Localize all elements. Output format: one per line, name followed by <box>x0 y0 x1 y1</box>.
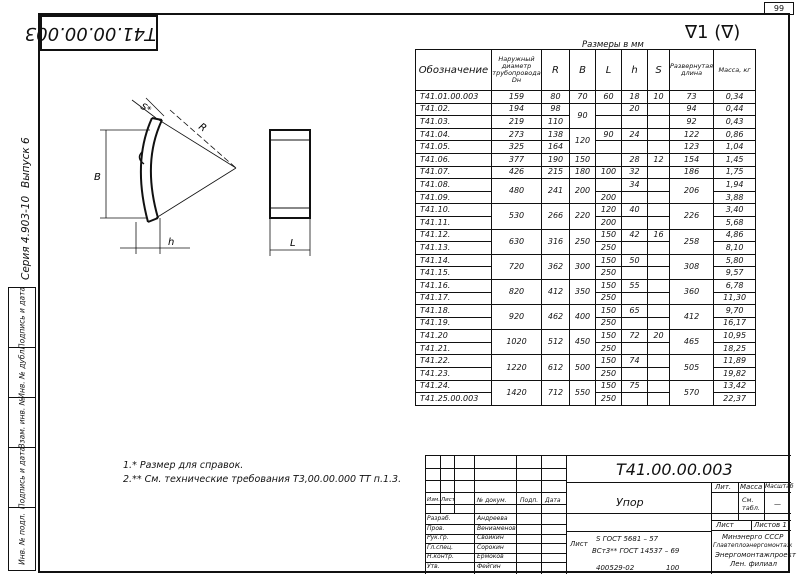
cell-l: 250 <box>596 368 622 381</box>
issue-label: Выпуск 6 <box>20 137 32 188</box>
cell-s <box>648 216 670 229</box>
cell-b: 400 <box>570 305 596 330</box>
cell-h: 50 <box>622 254 648 267</box>
cell-b: 350 <box>570 279 596 304</box>
cell-r: 110 <box>542 116 570 129</box>
table-row <box>416 254 756 267</box>
col-outer-diameter: Наружный диаметр трубопровода Dн <box>492 50 542 91</box>
cell-l: 90 <box>596 128 622 141</box>
col-designation: Обозначение <box>416 50 492 91</box>
cell-b: 250 <box>570 229 596 254</box>
cell-m: 10,95 <box>714 330 756 343</box>
cell-l: 150 <box>596 229 622 242</box>
cell-m: 0,34 <box>714 91 756 104</box>
col-l: L <box>596 50 622 91</box>
cell-d: Т41.03. <box>416 116 492 129</box>
cell-dn: 920 <box>492 305 542 330</box>
table-row <box>416 153 756 166</box>
hdr-izm: Изм. <box>427 497 440 503</box>
notes <box>123 459 401 487</box>
cell-r: 164 <box>542 141 570 154</box>
cell-h: 18 <box>622 91 648 104</box>
part-drawing <box>80 90 320 270</box>
cell-s: 16 <box>648 229 670 242</box>
cell-s <box>648 254 670 267</box>
cell-d: Т41.16. <box>416 279 492 292</box>
cell-dev: 123 <box>670 141 714 154</box>
cell-l: 200 <box>596 191 622 204</box>
cell-l: 150 <box>596 380 622 393</box>
col-developed-length: Развернутая длина <box>670 50 714 91</box>
role-label: Пров. <box>427 524 445 532</box>
note-1: 1.* Размер для справок. <box>123 460 244 471</box>
cell-d: Т41.01.00.003 <box>416 91 492 104</box>
cell-l <box>596 179 622 192</box>
cell-l: 250 <box>596 267 622 280</box>
cell-d: Т41.22. <box>416 355 492 368</box>
cell-dev: 505 <box>670 355 714 380</box>
cell-l: 150 <box>596 305 622 318</box>
col-mass: Масса, кг <box>714 50 756 91</box>
cell-h <box>622 342 648 355</box>
cell-s <box>648 305 670 318</box>
cell-m: 13,42 <box>714 380 756 393</box>
cell-h <box>622 242 648 255</box>
doc-code-stamp: Т41.00.00.003 <box>40 15 158 51</box>
role-label: Утв. <box>427 563 440 570</box>
table-row <box>416 305 756 318</box>
cell-dn: 720 <box>492 254 542 279</box>
cell-m: 11,30 <box>714 292 756 305</box>
cell-r: 712 <box>542 380 570 405</box>
cell-d: Т41.15. <box>416 267 492 280</box>
org-line2: Главтеплоэнергомонтаж <box>713 542 793 549</box>
col-s: S <box>648 50 670 91</box>
cell-h <box>622 141 648 154</box>
cell-m: 0,86 <box>714 128 756 141</box>
surface-roughness-mark: ∇1 (∇) <box>685 22 741 43</box>
sidebar-field: Взам. инв. № <box>8 397 36 447</box>
cell-dev: 226 <box>670 204 714 229</box>
cell-b: 550 <box>570 380 596 405</box>
title-name: Упор <box>616 496 644 509</box>
cell-dn: 530 <box>492 204 542 229</box>
cell-dn: 194 <box>492 103 542 116</box>
table-row <box>416 91 756 104</box>
cell-m: 3,88 <box>714 191 756 204</box>
table-row <box>416 204 756 217</box>
cell-r: 98 <box>542 103 570 116</box>
cell-d: Т41.04. <box>416 128 492 141</box>
cell-d: Т41.08. <box>416 179 492 192</box>
dim-r-label: R <box>196 121 209 135</box>
cell-h <box>622 191 648 204</box>
col-r: R <box>542 50 570 91</box>
scale-label: Масштаб <box>765 483 794 490</box>
cell-m: 6,78 <box>714 279 756 292</box>
cell-d: Т41.20 <box>416 330 492 343</box>
cell-l <box>596 103 622 116</box>
cell-s <box>648 191 670 204</box>
series-label: Серия 4.903-10 <box>20 195 32 280</box>
table-row <box>416 279 756 292</box>
cell-m: 1,75 <box>714 166 756 179</box>
cell-b: 300 <box>570 254 596 279</box>
sidebar-field: Подпись и дата <box>8 287 36 347</box>
cell-m: 5,80 <box>714 254 756 267</box>
person-name: Фейгин <box>477 563 501 570</box>
cell-l: 250 <box>596 242 622 255</box>
cell-m: 1,45 <box>714 153 756 166</box>
cell-dn: 480 <box>492 179 542 204</box>
cell-l: 100 <box>596 166 622 179</box>
role-label: Разраб. <box>427 515 451 522</box>
cell-dn: 219 <box>492 116 542 129</box>
person-name: Ермоков <box>477 553 504 561</box>
cell-s <box>648 128 670 141</box>
cell-r: 612 <box>542 355 570 380</box>
bottom-code: 400529-02 <box>596 564 635 572</box>
cell-s <box>648 279 670 292</box>
cell-r: 412 <box>542 279 570 304</box>
hdr-list: Лист <box>441 497 455 503</box>
dim-l-label: L <box>290 238 296 249</box>
table-row <box>416 166 756 179</box>
cell-r: 80 <box>542 91 570 104</box>
cell-r: 138 <box>542 128 570 141</box>
bottom-num: 100 <box>666 564 680 572</box>
cell-s <box>648 204 670 217</box>
cell-dn: 1420 <box>492 380 542 405</box>
hdr-doc: № докум. <box>477 497 507 504</box>
cell-d: Т41.19. <box>416 317 492 330</box>
cell-l: 250 <box>596 292 622 305</box>
cell-s <box>648 116 670 129</box>
cell-r: 190 <box>542 153 570 166</box>
cell-h: 34 <box>622 179 648 192</box>
note-2: 2.** См. технические требования Т3,00.00.000 ТТ п.1.3. <box>123 474 402 485</box>
cell-m: 1,94 <box>714 179 756 192</box>
cell-m: 22,37 <box>714 393 756 406</box>
cell-h: 28 <box>622 153 648 166</box>
role-label: Рук.гр. <box>427 534 449 542</box>
cell-h: 20 <box>622 103 648 116</box>
hdr-date: Дата <box>545 497 561 504</box>
table-row <box>416 128 756 141</box>
cell-h: 65 <box>622 305 648 318</box>
spec-table <box>415 49 756 406</box>
cell-b: 200 <box>570 179 596 204</box>
cell-d: Т41.17. <box>416 292 492 305</box>
cell-m: 3,40 <box>714 204 756 217</box>
cell-h: 40 <box>622 204 648 217</box>
cell-m: 8,10 <box>714 242 756 255</box>
cell-s <box>648 166 670 179</box>
hdr-sign: Подп. <box>520 497 539 504</box>
cell-m: 18,25 <box>714 342 756 355</box>
cell-dev: 206 <box>670 179 714 204</box>
cell-d: Т41.10. <box>416 204 492 217</box>
cell-h <box>622 393 648 406</box>
cell-m: 9,57 <box>714 267 756 280</box>
cell-s <box>648 103 670 116</box>
table-row <box>416 355 756 368</box>
cell-m: 4,86 <box>714 229 756 242</box>
cell-dev: 92 <box>670 116 714 129</box>
cell-h <box>622 368 648 381</box>
cell-dev: 308 <box>670 254 714 279</box>
cell-dn: 630 <box>492 229 542 254</box>
cell-m: 0,44 <box>714 103 756 116</box>
cell-h: 75 <box>622 380 648 393</box>
cell-h: 32 <box>622 166 648 179</box>
cell-dn: 159 <box>492 91 542 104</box>
cell-dn: 820 <box>492 279 542 304</box>
cell-l <box>596 116 622 129</box>
cell-dev: 154 <box>670 153 714 166</box>
material-prefix: Лист <box>570 540 588 548</box>
material-line1: S ГОСТ 5681 – 57 <box>596 535 659 543</box>
cell-dn: 1220 <box>492 355 542 380</box>
cell-d: Т41.05. <box>416 141 492 154</box>
cell-s <box>648 342 670 355</box>
cell-h <box>622 292 648 305</box>
cell-l: 120 <box>596 204 622 217</box>
cell-r: 362 <box>542 254 570 279</box>
cell-r: 241 <box>542 179 570 204</box>
cell-r: 316 <box>542 229 570 254</box>
cell-m: 19,82 <box>714 368 756 381</box>
cell-dev: 570 <box>670 380 714 405</box>
cell-d: Т41.12. <box>416 229 492 242</box>
cell-s <box>648 141 670 154</box>
cell-h: 42 <box>622 229 648 242</box>
cell-h: 74 <box>622 355 648 368</box>
cell-s: 20 <box>648 330 670 343</box>
cell-m: 0,43 <box>714 116 756 129</box>
cell-s <box>648 292 670 305</box>
table-row <box>416 103 756 116</box>
cell-l <box>596 153 622 166</box>
cell-d: Т41.09. <box>416 191 492 204</box>
cell-l: 150 <box>596 330 622 343</box>
cell-l: 250 <box>596 342 622 355</box>
cell-s <box>648 317 670 330</box>
lit-label: Лит. <box>715 483 732 491</box>
role-label: Гл.спец. <box>427 543 453 551</box>
cell-s <box>648 242 670 255</box>
cell-dn: 1020 <box>492 330 542 355</box>
cell-b: 150 <box>570 153 596 166</box>
table-row <box>416 229 756 242</box>
mass-label: Масса <box>740 483 763 491</box>
cell-s <box>648 380 670 393</box>
cell-dev: 94 <box>670 103 714 116</box>
table-row <box>416 380 756 393</box>
cell-l <box>596 141 622 154</box>
cell-r: 215 <box>542 166 570 179</box>
person-name: Сорокин <box>477 543 504 551</box>
cell-b: 450 <box>570 330 596 355</box>
cell-dev: 412 <box>670 305 714 330</box>
col-h: h <box>622 50 648 91</box>
cell-l: 60 <box>596 91 622 104</box>
scale-value: — <box>774 500 781 508</box>
sidebar-field: Подпись и дата <box>8 447 36 507</box>
cell-h <box>622 317 648 330</box>
cell-d: Т41.25.00.003 <box>416 393 492 406</box>
dim-s-label: S* <box>138 101 153 116</box>
cell-h: 24 <box>622 128 648 141</box>
cell-dev: 186 <box>670 166 714 179</box>
cell-dev: 73 <box>670 91 714 104</box>
cell-dn: 426 <box>492 166 542 179</box>
cell-s <box>648 393 670 406</box>
cell-l: 250 <box>596 317 622 330</box>
table-row <box>416 330 756 343</box>
cell-h: 55 <box>622 279 648 292</box>
cell-r: 512 <box>542 330 570 355</box>
org-line3: Энергомонтажпроект <box>715 551 796 559</box>
cell-d: Т41.21. <box>416 342 492 355</box>
cell-h <box>622 267 648 280</box>
cell-m: 5,68 <box>714 216 756 229</box>
title-code: Т41.00.00.003 <box>616 460 733 479</box>
cell-d: Т41.13. <box>416 242 492 255</box>
role-label: Н.контр. <box>427 553 454 561</box>
cell-s: 12 <box>648 153 670 166</box>
cell-d: Т41.14. <box>416 254 492 267</box>
cell-s <box>648 368 670 381</box>
person-name: Вениаменов <box>477 524 516 532</box>
cell-h <box>622 216 648 229</box>
cell-h <box>622 116 648 129</box>
cell-dn: 273 <box>492 128 542 141</box>
cell-l: 150 <box>596 355 622 368</box>
cell-d: Т41.24. <box>416 380 492 393</box>
cell-b: 180 <box>570 166 596 179</box>
person-name: Андреева <box>477 515 508 522</box>
dim-h-label: h <box>168 237 175 248</box>
material-line2: ВСт3** ГОСТ 14537 – 69 <box>592 547 680 555</box>
cell-d: Т41.07. <box>416 166 492 179</box>
cell-m: 11,89 <box>714 355 756 368</box>
table-row <box>416 179 756 192</box>
mass-value: См. табл. <box>742 496 760 512</box>
cell-d: Т41.02. <box>416 103 492 116</box>
cell-dn: 325 <box>492 141 542 154</box>
cell-d: Т41.18. <box>416 305 492 318</box>
cell-d: Т41.11. <box>416 216 492 229</box>
cell-r: 266 <box>542 204 570 229</box>
sheets-label: Листов 1 <box>754 521 787 529</box>
org-line1: Минэнерго СССР <box>722 533 784 541</box>
sheet-label: Лист <box>716 521 734 529</box>
cell-s <box>648 355 670 368</box>
cell-r: 462 <box>542 305 570 330</box>
sizes-note: Размеры в мм <box>582 40 644 50</box>
cell-h: 72 <box>622 330 648 343</box>
cell-m: 1,04 <box>714 141 756 154</box>
cell-b: 120 <box>570 128 596 153</box>
cell-d: Т41.23. <box>416 368 492 381</box>
cell-l: 150 <box>596 254 622 267</box>
cell-b: 220 <box>570 204 596 229</box>
title-block <box>425 455 796 574</box>
cell-dn: 377 <box>492 153 542 166</box>
cell-l: 150 <box>596 279 622 292</box>
org-line4: Лен. филиал <box>730 560 777 568</box>
cell-dev: 360 <box>670 279 714 304</box>
sidebar-signature-fields <box>8 287 38 572</box>
sidebar-field: Инв. № подл. <box>8 507 36 571</box>
cell-dev: 465 <box>670 330 714 355</box>
dim-b-label: B <box>94 172 101 183</box>
cell-s: 10 <box>648 91 670 104</box>
page-number: 99 <box>764 2 794 15</box>
cell-l: 200 <box>596 216 622 229</box>
cell-d: Т41.06. <box>416 153 492 166</box>
cell-b: 90 <box>570 103 596 128</box>
cell-l: 250 <box>596 393 622 406</box>
cell-s <box>648 179 670 192</box>
sidebar-field: Инв. № дубл. <box>8 347 36 397</box>
cell-b: 500 <box>570 355 596 380</box>
cell-dev: 122 <box>670 128 714 141</box>
person-name: Свойкин <box>477 534 504 542</box>
cell-s <box>648 267 670 280</box>
cell-dev: 258 <box>670 229 714 254</box>
cell-m: 16,17 <box>714 317 756 330</box>
col-b: B <box>570 50 596 91</box>
cell-b: 70 <box>570 91 596 104</box>
cell-m: 9,70 <box>714 305 756 318</box>
